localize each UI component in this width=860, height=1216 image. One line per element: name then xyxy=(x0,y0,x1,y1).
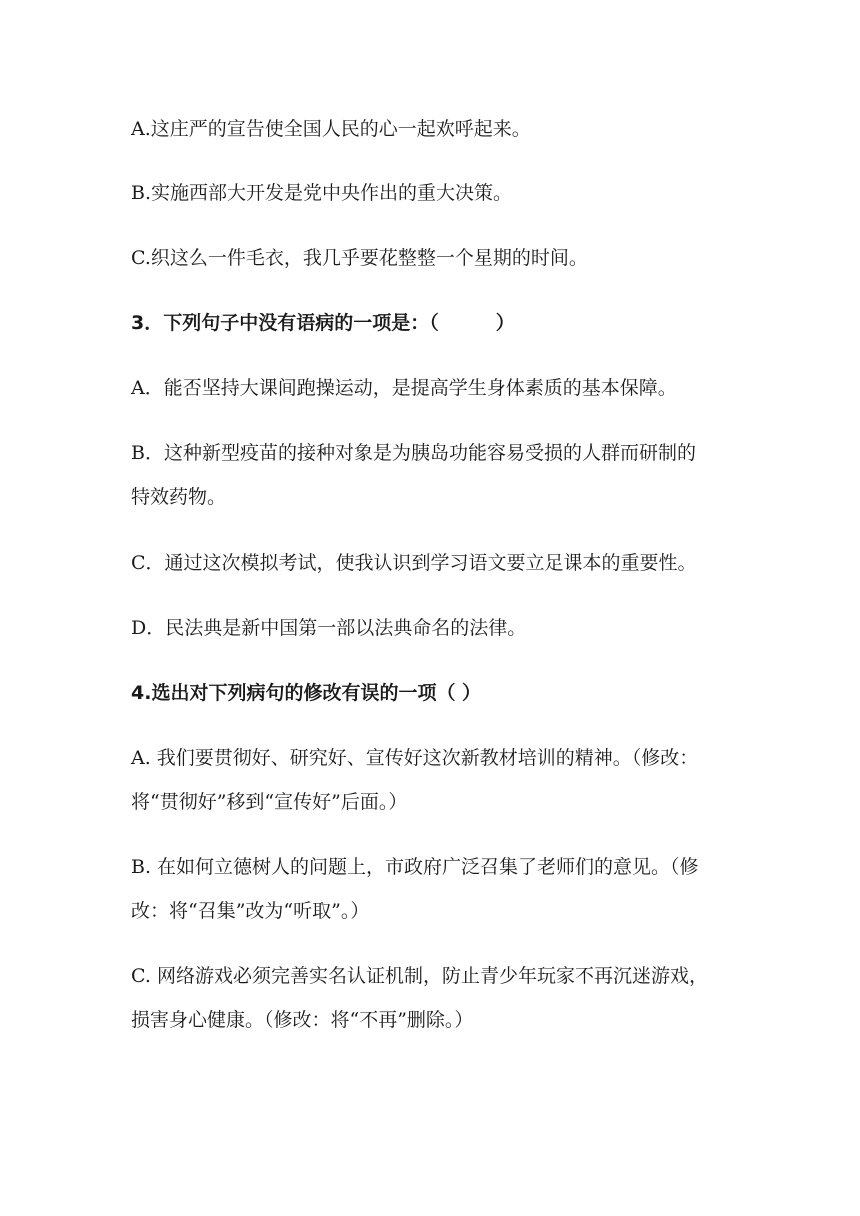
q3-option-b-line1: B．这种新型疫苗的接种对象是为胰岛功能容易受损的人群而研制的 xyxy=(131,442,696,464)
q2-option-a: A.这庄严的宣告使全国人民的心一起欢呼起来。 xyxy=(131,118,531,140)
q4-option-b-line2: 改：将“召集”改为“听取”。） xyxy=(131,900,370,922)
q2-option-b: B.实施西部大开发是党中央作出的重大决策。 xyxy=(131,182,513,204)
q2-option-c: C.织这么一件毛衣，我几乎要花整整一个星期的时间。 xyxy=(131,247,588,269)
q3-option-a: A．能否坚持大课间跑操运动，是提高学生身体素质的基本保障。 xyxy=(131,377,677,399)
q3-option-b-line2: 特效药物。 xyxy=(131,486,227,508)
question-4-title: 4.选出对下列病句的修改有误的一项（ ） xyxy=(131,682,482,704)
q4-option-c-line2: 损害身心健康。（修改：将“不再”删除。） xyxy=(131,1009,474,1031)
question-3-title: 3．下列句子中没有语病的一项是：（ ） xyxy=(131,312,515,334)
q4-option-b-line1: B. 在如何立德树人的问题上，市政府广泛召集了老师们的意见。（修 xyxy=(131,856,699,878)
q4-option-a-line1: A. 我们要贯彻好、研究好、宣传好这次新教材培训的精神。（修改： xyxy=(131,747,699,769)
q3-option-c: C．通过这次模拟考试，使我认识到学习语文要立足课本的重要性。 xyxy=(131,552,697,574)
q3-option-d: D．民法典是新中国第一部以法典命名的法律。 xyxy=(131,617,527,639)
q4-option-a-line2: 将“贯彻好”移到“宣传好”后面。） xyxy=(131,791,408,813)
q4-option-c-line1: C. 网络游戏必须完善实名认证机制，防止青少年玩家不再沉迷游戏， xyxy=(131,965,708,987)
